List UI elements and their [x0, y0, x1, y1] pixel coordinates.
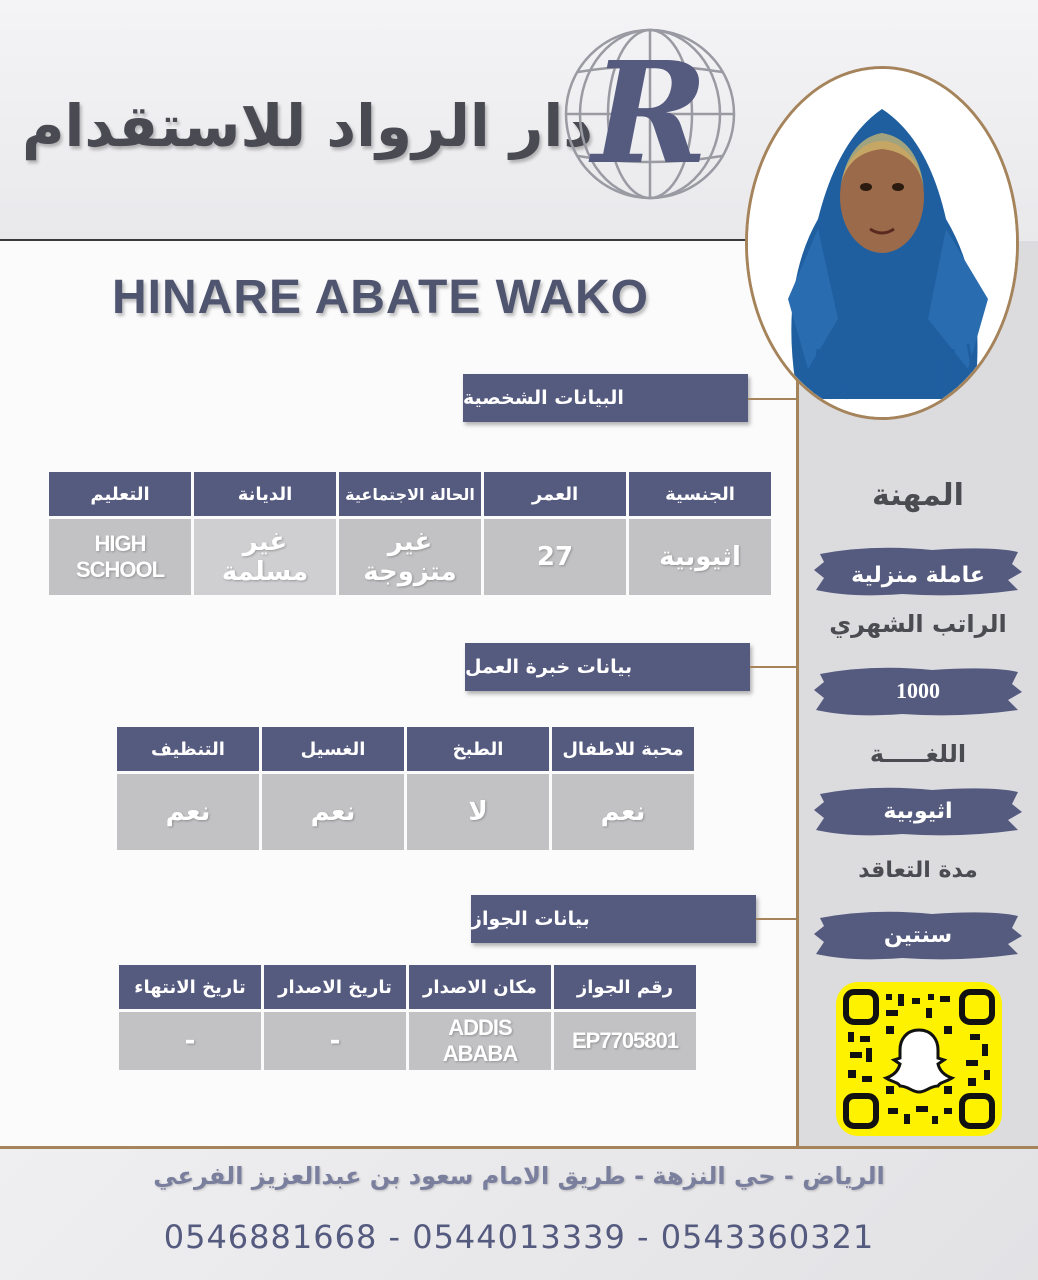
personal-value-row	[49, 519, 771, 595]
expiry-date-value: -	[119, 1012, 261, 1070]
candidate-photo	[745, 66, 1019, 420]
experience-connector	[750, 666, 798, 668]
language-value: اثيوبية	[883, 798, 953, 824]
passport-header-row	[119, 965, 696, 1009]
issue-place-header: مكان الاصدار	[409, 965, 551, 1009]
personal-section-title: البيانات الشخصية	[463, 374, 748, 422]
religion-value: غير مسلمة	[194, 519, 336, 595]
contract-value: سنتين	[883, 922, 953, 948]
experience-value-row	[117, 774, 694, 850]
profession-value: عاملة منزلية	[851, 562, 985, 588]
experience-table	[114, 724, 697, 853]
contract-label: مدة التعاقد	[858, 858, 978, 883]
passport-number-header: رقم الجواز	[554, 965, 696, 1009]
marital-status-value: غير متزوجة	[339, 519, 481, 595]
personal-header-row	[49, 472, 771, 516]
cleaning-header: التنظيف	[117, 727, 259, 771]
salary-label: الراتب الشهري	[829, 610, 1007, 638]
washing-value: نعم	[262, 774, 404, 850]
cooking-header: الطبخ	[407, 727, 549, 771]
education-value: HIGH SCHOOL	[49, 519, 191, 595]
candidate-name: HINARE ABATE WAKO	[112, 271, 649, 324]
salary-value: 1000	[896, 678, 940, 703]
passport-number-value: EP7705801	[554, 1012, 696, 1070]
marital-status-header: الحالة الاجتماعية	[339, 472, 481, 516]
personal-connector	[748, 398, 798, 400]
profession-label: المهنة	[872, 478, 964, 513]
office-address: الرياض - حي النزهة - طريق الامام سعود بن عبدالعزيز الفرعي	[153, 1162, 885, 1190]
cooking-value: لا	[407, 774, 549, 850]
issue-date-value: -	[264, 1012, 406, 1070]
snapchat-qr-icon	[836, 982, 1002, 1136]
age-value: 27	[484, 519, 626, 595]
passport-connector	[756, 918, 798, 920]
education-header: التعليم	[49, 472, 191, 516]
passport-value-row	[119, 1012, 696, 1070]
experience-header-row	[117, 727, 694, 771]
nationality-value: اثيوبية	[629, 519, 771, 595]
portrait-image	[748, 69, 1016, 417]
language-label: اللغـــــة	[869, 740, 967, 768]
issue-date-header: تاريخ الاصدار	[264, 965, 406, 1009]
expiry-date-header: تاريخ الانتهاء	[119, 965, 261, 1009]
passport-section-title: بيانات الجواز	[471, 895, 756, 943]
passport-table	[116, 962, 699, 1073]
snapchat-qr-code[interactable]	[836, 982, 1002, 1136]
nationality-header: الجنسية	[629, 472, 771, 516]
personal-table	[46, 469, 774, 598]
svg-text:R: R	[591, 32, 709, 196]
cleaning-value: نعم	[117, 774, 259, 850]
issue-place-value: ADDIS ABABA	[409, 1012, 551, 1070]
globe-logo-icon	[560, 24, 740, 204]
brand-name: دار الرواد للاستقدام	[22, 92, 594, 160]
experience-section-title: بيانات خبرة العمل	[465, 643, 750, 691]
phone-numbers: 0546881668 - 0544013339 - 0543360321	[163, 1218, 875, 1256]
childcare-header: محبة للاطفال	[552, 727, 694, 771]
washing-header: الغسيل	[262, 727, 404, 771]
religion-header: الديانة	[194, 472, 336, 516]
age-header: العمر	[484, 472, 626, 516]
childcare-value: نعم	[552, 774, 694, 850]
